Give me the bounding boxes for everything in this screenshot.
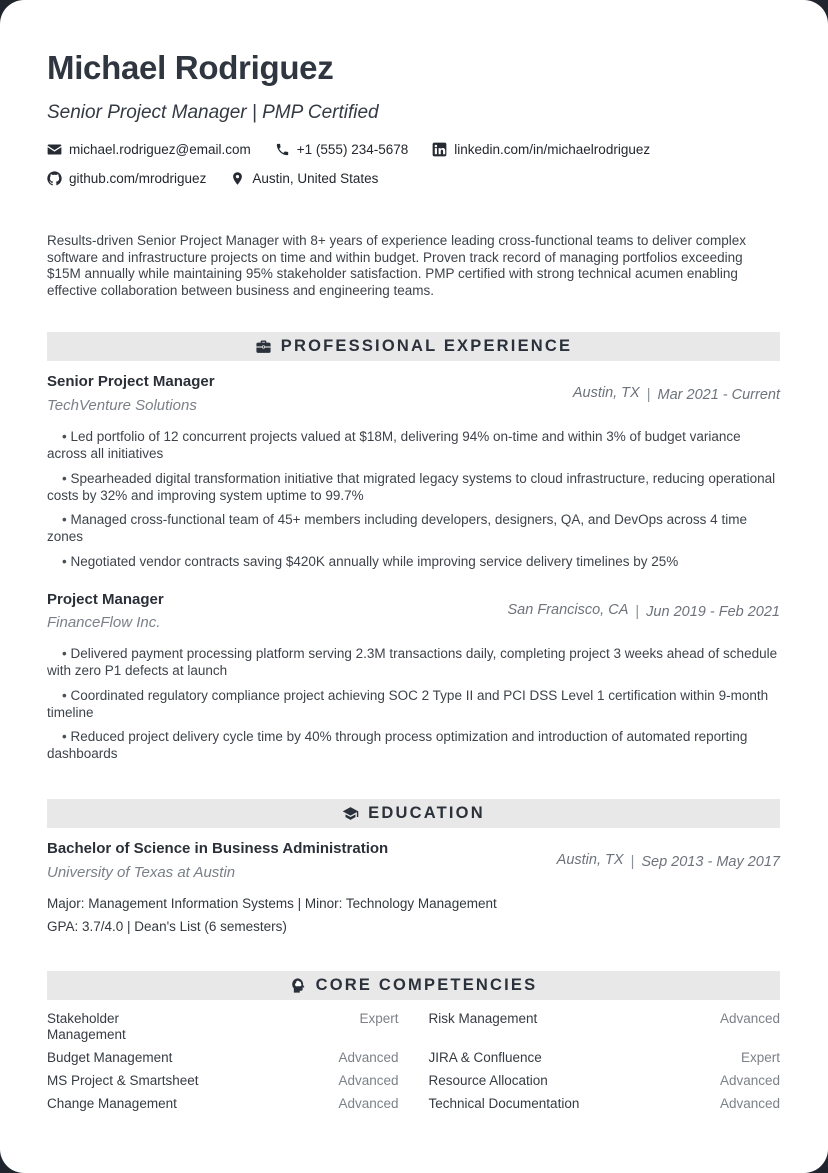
experience-bullet: • Reduced project delivery cycle time by 40% through process optimization and introduction of automated reporting dashboards — [47, 728, 780, 762]
job-company: FinanceFlow Inc. — [47, 614, 161, 632]
skill-level: Advanced — [338, 1073, 399, 1089]
skill-level: Expert — [740, 1050, 780, 1066]
resume-headline: Senior Project Manager | PMP Certified — [47, 101, 379, 123]
job-dates: Jun 2019 - Feb 2021 — [646, 604, 780, 621]
contact-phone-text: +1 (555) 234-5678 — [296, 141, 409, 157]
education-details — [47, 895, 780, 935]
section-header-experience — [47, 332, 780, 361]
contact-email-text: michael.rodriguez@email.com — [69, 141, 251, 157]
job-header — [47, 373, 780, 415]
job-bullet-list — [47, 645, 780, 762]
skill-level: Expert — [359, 1011, 399, 1027]
skill-item — [47, 1050, 399, 1066]
separator — [628, 604, 646, 620]
education-degree: Bachelor of Science in Business Administration — [47, 840, 389, 858]
job-title: Senior Project Manager — [47, 373, 215, 391]
skill-item — [429, 1050, 781, 1066]
education-major-minor: Major: Management Information Systems | Minor: Technology Management — [47, 896, 497, 912]
skill-level: Advanced — [719, 1096, 780, 1112]
skill-level: Advanced — [338, 1050, 399, 1066]
job-company: TechVenture Solutions — [47, 397, 197, 415]
experience-bullet: • Spearheaded digital transformation initiative that migrated legacy systems to cloud infrastructure, reducing operational costs by 32% and improving system uptime to 99.7% — [47, 470, 780, 504]
education-location: Austin, TX — [556, 852, 624, 869]
job-title-block — [47, 373, 215, 415]
skill-item — [47, 1011, 399, 1043]
briefcase-icon — [255, 338, 272, 355]
head-brain-icon — [290, 977, 307, 994]
job-location: Austin, TX — [572, 385, 640, 402]
contact-row — [47, 141, 747, 187]
location-icon — [230, 171, 245, 186]
contact-github[interactable] — [47, 170, 206, 187]
linkedin-icon — [432, 142, 447, 157]
email-icon — [47, 142, 62, 157]
separator — [624, 854, 642, 870]
skill-level: Advanced — [719, 1073, 780, 1089]
skill-name: Budget Management — [47, 1050, 173, 1066]
skill-item — [47, 1096, 399, 1112]
skill-level: Advanced — [338, 1096, 399, 1112]
experience-bullet: • Delivered payment processing platform serving 2.3M transactions daily, completing project 3 weeks ahead of schedule with zero P1 defects at launch — [47, 645, 780, 679]
education-meta — [557, 852, 780, 870]
job-title-block — [47, 591, 164, 633]
contact-github-text: github.com/mrodriguez — [69, 170, 207, 186]
education-gpa: GPA: 3.7/4.0 | Dean's List (6 semesters) — [47, 919, 287, 935]
section-title-education: EDUCATION — [368, 804, 485, 823]
skill-name: Risk Management — [428, 1011, 538, 1027]
section-title-experience: PROFESSIONAL EXPERIENCE — [280, 337, 573, 356]
skill-level: Advanced — [719, 1011, 780, 1027]
skill-name: Change Management — [47, 1096, 177, 1112]
contact-phone[interactable] — [275, 141, 408, 158]
skill-name: MS Project & Smartsheet — [47, 1073, 199, 1089]
resume-name: Michael Rodriguez — [47, 49, 334, 86]
skills-grid — [47, 1011, 780, 1112]
section-title-competencies: CORE COMPETENCIES — [315, 976, 538, 995]
skill-name: Stakeholder Management — [47, 1011, 126, 1043]
job-location: San Francisco, CA — [507, 602, 629, 619]
education-title-block — [47, 840, 388, 882]
contact-location-text: Austin, United States — [252, 170, 379, 186]
github-icon — [47, 171, 62, 186]
education-school: University of Texas at Austin — [47, 864, 236, 882]
job-meta — [508, 602, 781, 620]
skill-name: Resource Allocation — [428, 1073, 548, 1089]
contact-linkedin[interactable] — [432, 141, 650, 158]
summary-paragraph: Results-driven Senior Project Manager with 8+ years of experience leading cross-functional teams to deliver complex software and infrastructure projects on time and within budget. Proven track record of managing portfolios exceeding $15M annually while maintaining 95% stakeholder satisfaction. PMP certified with strong technical acumen enabling effective collaboration between business and engineering teams. — [47, 232, 746, 298]
skill-item — [47, 1073, 399, 1089]
experience-bullet: • Managed cross-functional team of 45+ members including developers, designers, QA, and DevOps across 4 time zones — [47, 511, 780, 545]
graduation-cap-icon — [342, 805, 359, 822]
skill-name: Technical Documentation — [428, 1096, 580, 1112]
section-header-education — [47, 799, 780, 828]
contact-linkedin-text: linkedin.com/in/michaelrodriguez — [454, 141, 651, 157]
skill-item — [429, 1073, 781, 1089]
experience-bullet: • Coordinated regulatory compliance project achieving SOC 2 Type II and PCI DSS Level 1 certification within 9-month timeline — [47, 687, 780, 721]
contact-email[interactable] — [47, 141, 251, 158]
skill-item — [429, 1096, 781, 1112]
contact-location[interactable] — [230, 170, 378, 187]
education-dates: Sep 2013 - May 2017 — [641, 854, 780, 871]
job-dates: Mar 2021 - Current — [657, 387, 780, 404]
phone-icon — [275, 142, 290, 157]
job-title: Project Manager — [47, 590, 164, 608]
job-bullet-list — [47, 428, 780, 570]
education-header — [47, 840, 780, 882]
experience-bullet: • Led portfolio of 12 concurrent projects valued at $18M, delivering 94% on-time and within 3% of budget variance across all initiatives — [47, 428, 780, 462]
section-header-competencies — [47, 971, 780, 1000]
job-header — [47, 591, 780, 633]
experience-bullet: • Negotiated vendor contracts saving $420K annually while improving service delivery timelines by 25% — [47, 553, 780, 570]
skill-item — [429, 1011, 781, 1043]
job-meta — [573, 385, 780, 403]
skill-name: JIRA & Confluence — [428, 1050, 542, 1066]
separator — [640, 387, 658, 403]
